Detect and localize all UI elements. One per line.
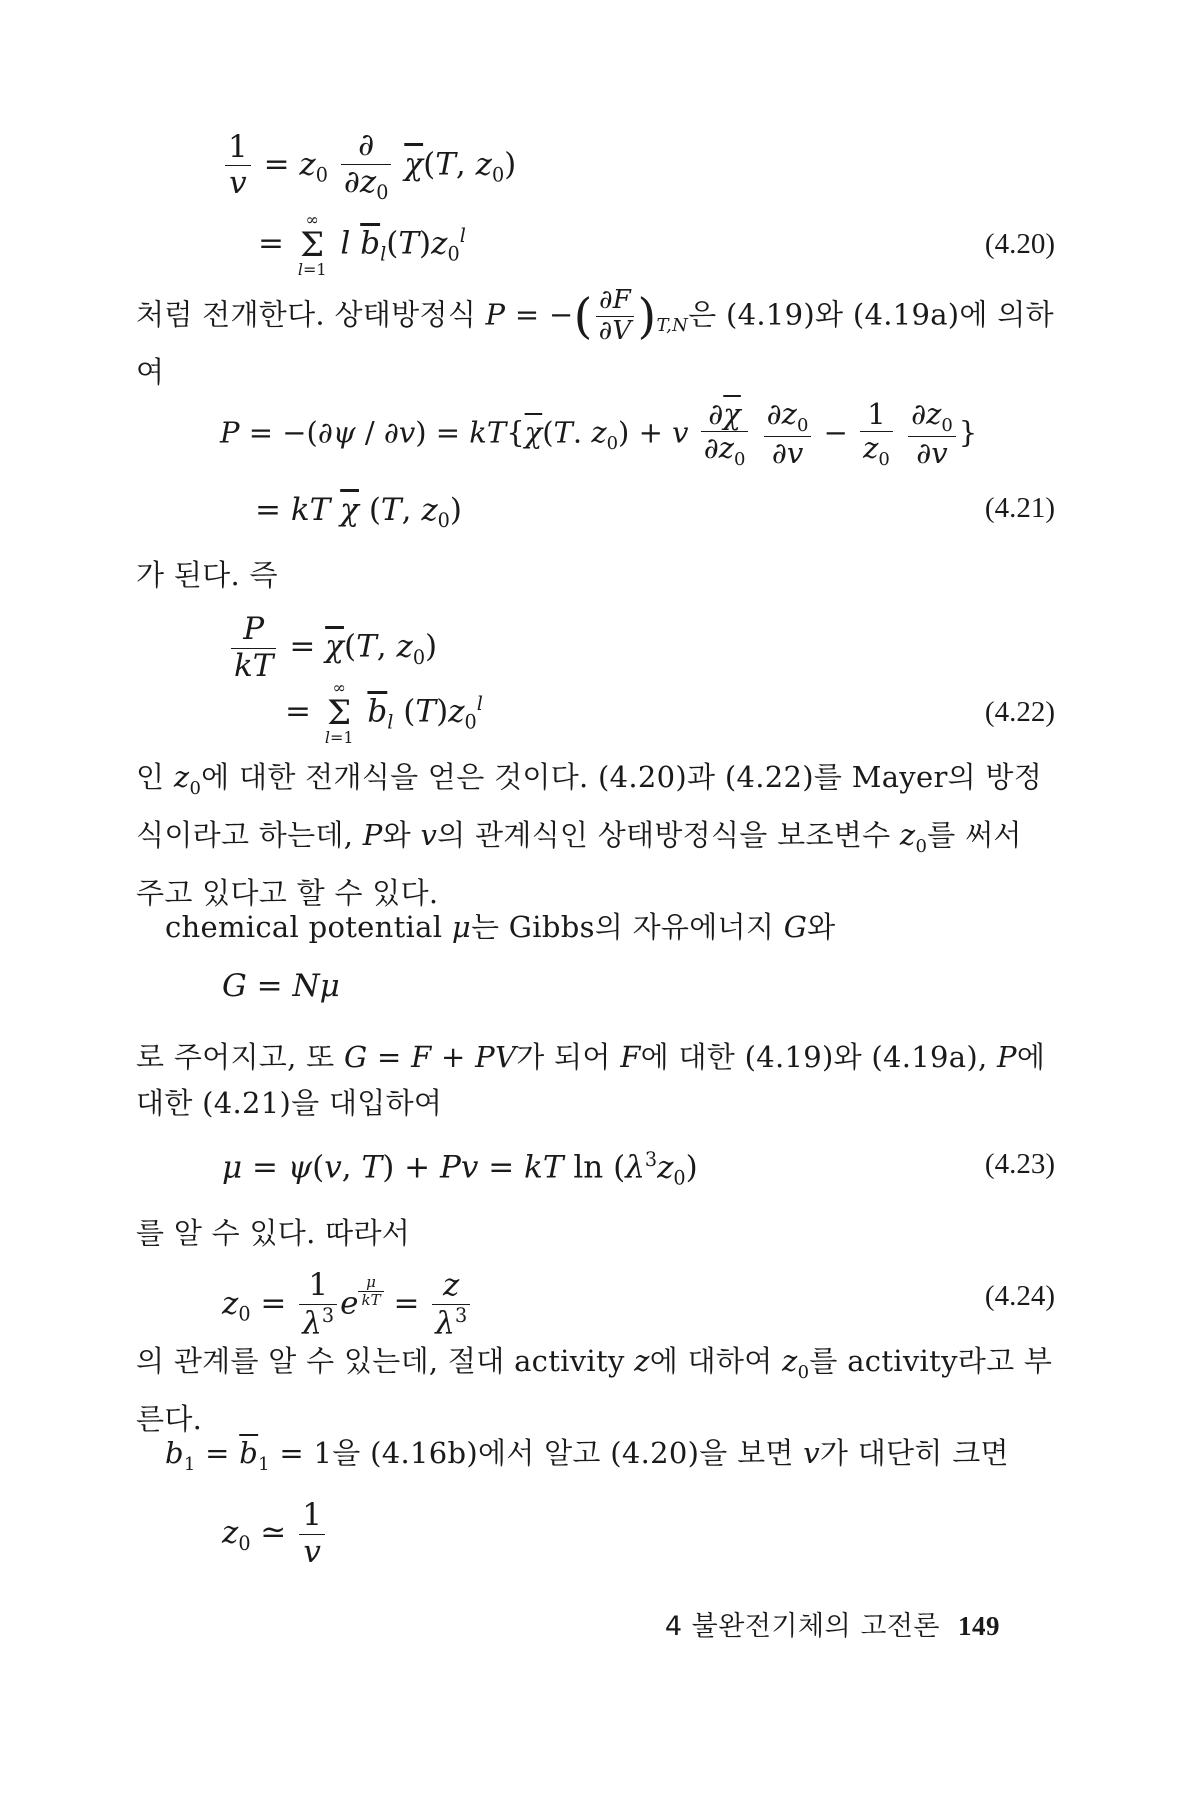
eq-4-21-number: (4.21) [984, 492, 1055, 524]
paragraph-large-v: $b_1 = \overline{b}_1 = 1$을 (4.16b)에서 알고 (4.20)을 보면 v가 대단히 크면 [165, 1436, 1009, 1475]
paragraph-state-equation: 처럼 전개한다. 상태방정식 P = −( $\frac{\partial F}{\partial V}$ )$_{T,N}$은 (4.19)와 (4.19a)에 의하여 [136, 285, 1054, 390]
eq-4-24: $z_0$ = $\frac{1}{\lambda^3}$ e $^{\frac{\mu}{kT}}$ = $\frac{z}{\lambda^3}$ [222, 1268, 473, 1342]
eq-4-23: μ = ψ(v, T) + Pv = kT $\ln (\lambda^3z_0)$ [222, 1148, 698, 1190]
eq-z0-approx: $z_0$ ≃ $\frac{1}{v}$ [222, 1498, 328, 1570]
paragraph-chemical-potential: chemical potential μ는 Gibbs의 자유에너지 G와 [165, 910, 836, 944]
eq-4-20-line1: $\frac{1}{v}$ = $z_0$ $\frac{\partial}{\partial z_0}$ $\overline{\chi}(T$, $z_0$) [222, 128, 516, 204]
paragraph-mayer-equation: 인 $z_0$에 대한 전개식을 얻은 것이다. (4.20)과 (4.22)를 Mayer의 방정식이라고 하는데, P와 v의 관계식인 상태방정식을 보조변수 $z_0$를 써서 주고 있다고 할 수 있다. [136, 760, 1043, 910]
eq-4-22-number: (4.22) [984, 696, 1055, 728]
paragraph-substitution: 로 주어지고, 또 G = F + PV가 되어 F에 대한 (4.19)와 (4.19a), P에 대한 (4.21)을 대입하여 [136, 1040, 1046, 1120]
page-number: 149 [958, 1611, 1000, 1641]
eq-4-20-number: (4.20) [984, 228, 1055, 260]
eq-4-21-line1: $P = -(\partial\psi / \partial v) = kT\{\overline{\chi}(T$. $z_0) + v$ $\frac{\partial\overline{\chi}}{\partial z_0}$ $\frac{\partial z_0}{\partial v}$ − $\frac{1}{z_0}$ $\frac{\partial z_0}{\partial v}$ } [220, 397, 978, 471]
paragraph-becomes: 가 된다. 즉 [136, 558, 278, 592]
eq-4-21-line2: = kT $\overline{\chi}$ (T, $z_0$) [255, 492, 462, 533]
paragraph-therefore: 를 알 수 있다. 따라서 [136, 1216, 411, 1250]
eq-4-23-number: (4.23) [984, 1148, 1055, 1180]
page-footer [665, 1604, 1000, 1643]
eq-4-24-number: (4.24) [984, 1280, 1055, 1312]
eq-4-22-line1: $\frac{P}{kT}$ = $\overline{\chi}(T$, $z_0$) [228, 612, 437, 684]
chapter-title: 4 불완전기체의 고전론 [664, 1611, 940, 1642]
eq-4-20-line2: = ∞ Σ l=1 l $\overline{b}_l(T)z_0^l$ [258, 210, 466, 279]
paragraph-activity: 의 관계를 알 수 있는데, 절대 activity z에 대하여 $z_0$를 activity라고 부른다. [136, 1344, 1053, 1436]
eq-gibbs: G = Nμ [222, 968, 340, 1004]
eq-4-22-line2: = ∞ Σ l=1 $\overline{b}_l$ $(T)z_0^l$ [285, 678, 483, 747]
